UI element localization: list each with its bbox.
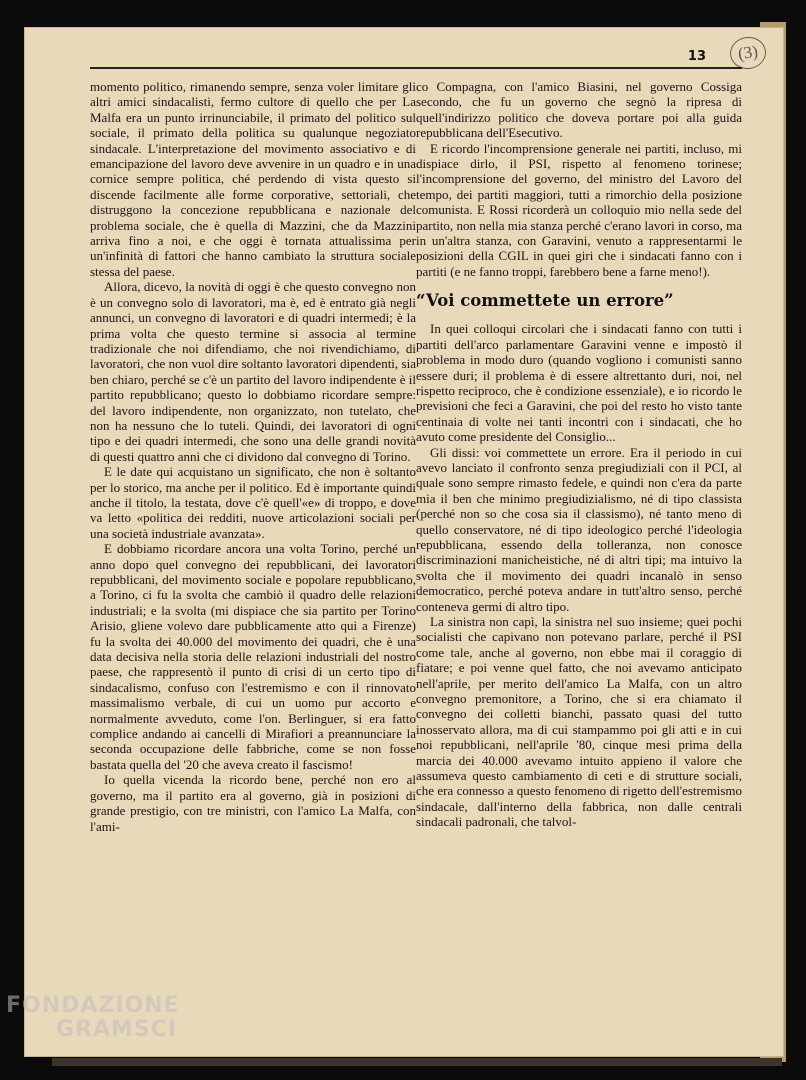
header-rule: [90, 67, 742, 69]
paragraph: momento politico, rimanendo sempre, senza voler limitare gli altri amici sindacalisti, fermo cultore di quello che per La Malfa era un punto irrinunciabile, il primato del politico sul sociale, il primato della politica su qualunque negoziato sindacale. L'interpretazione del movimento associativo e di emancipazione del lavoro deve avvenire in un quadro e in una cornice sempre politica, ché perdendo di vista questo si discende facilmente alle forme corporative, settoriali, che distruggono la concezione repubblicana e nazionale del problema sociale, che è quella di Mazzini, che da Mazzini arriva fino a noi, e che oggi è tornata attualissima per un'infinità di fattori che hanno cambiato la struttura sociale stessa del paese.: [90, 79, 416, 279]
scan-bottom-edge: [52, 1058, 782, 1066]
paragraph: La sinistra non capì, la sinistra nel suo insieme; quei pochi socialisti che capivano non potevano parlare, perché il PSI come tale, anche al governo, non ebbe mai il coraggio di fiatare; e poi venne quel fatto, che noi avevamo anticipato nell'aprile, per merito dell'amico La Malfa, con un altro convegno premonitore, a Torino, che si era chiamato il convegno dei colletti bianchi, passato quasi del tutto inosservato allora, ma di cui stampammo poi gli atti e in cui noi repubblicani, nell'aprile '80, cinque mesi prima della marcia dei 40.000 avevamo intuito appieno il valore che assumeva questo cambiamento di ceti e di strutture sociali, che era connesso a questo fenomeno di rigetto dell'estremismo sindacale, dall'interno della fabbrica, non dalle centrali sindacali padronali, che talvol-: [416, 614, 742, 830]
page-number: 13: [687, 49, 706, 64]
right-column: [416, 79, 742, 830]
document-page: [24, 27, 784, 1057]
watermark: [6, 994, 180, 1042]
paragraph: E ricordo l'incomprensione generale nei partiti, incluso, mi dispiace dirlo, il PSI, rispetto al fenomeno torinese; l'incomprensione del governo, del ministro del Lavoro del tempo, dei partiti maggiori, tutti a rimorchio della posizione comunista. E Rossi ricorderà un colloquio mio nella sede del partito, non nella mia stanza perché c'erano lavori in corso, ma in un'altra stanza, con Garavini, venuto a rappresentarmi le posizioni della CGIL in quei giri che i sindacati fanno con i partiti (e ne fanno troppi, farebbero bene a farne meno!).: [416, 140, 742, 279]
paragraph: co Compagna, con l'amico Biasini, nel governo Cossiga secondo, che fu un governo che segnò la ripresa di quell'indirizzo politico che doveva portare poi alla guida repubblicana dell'Esecutivo.: [416, 79, 742, 141]
paragraph: Allora, dicevo, la novità di oggi è che questo convegno non è un convegno solo di lavoratori, ma è, ed è entrato già negli annunci, un convegno di lavoratori e di quadri intermedi; è la prima volta che questo termine si associa al termine tradizionale che noi difendiamo, che noi rivendichiamo, di lavoratori, che non vuol dire soltanto lavoratori dipendenti, sia ben chiaro, perché se c'è un partito del lavoro indipendente è il partito repubblicano; questo lo dobbiamo ricordare sempre: del lavoro indipendente, non organizzato, non tutelato, che non ha nessuno che lo tuteli. Quindi, dei lavoratori di ogni tipo e dei quadri intermedi, che sono una delle grandi novità di questi quattro anni che ci dividono dal convegno di Torino.: [90, 279, 416, 464]
archive-stamp: (3): [728, 35, 768, 72]
paragraph: E le date qui acquistano un significato, che non è soltanto per lo storico, ma anche per il politico. Ed è importante quindi anche il titolo, la testata, dove c'è quell'«e» di troppo, e dove va letto «politica dei redditi, nuove articolazioni sociali per una società industriale avanzata».: [90, 464, 416, 541]
watermark-line: FONDAZIONE: [6, 993, 180, 1018]
paragraph: E dobbiamo ricordare ancora una volta Torino, perché un anno dopo quel convegno dei repubblicani, dei lavoratori repubblicani, del movimento sociale e popolare repubblicano, a Torino, ci fu la svolta che cambiò il quadro delle relazioni industriali; e la svolta (mi dispiace che sia partito per Torino Arisio, gliene volevo dare pubblicamente atto qui a Firenze) fu la svolta dei 40.000 del movimento dei quadri, che è una data decisiva nella storia delle relazioni industriali del nostro paese, che rappresentò il punto di crisi di un certo tipo di sindacalismo, confuso con l'estremismo e con il rinnovato massimalismo verbale, di cui un uomo pur accorto e normalmente avveduto, come l'on. Berlinguer, si era fatto complice andando ai cancelli di Mirafiori a preannunciare la seconda occupazione delle fabbriche, come se non fosse bastata quella del '20 che aveva creato il fascismo!: [90, 541, 416, 772]
paragraph: Io quella vicenda la ricordo bene, perché non ero al governo, ma il partito era al governo, già in posizioni di grande prestigio, con tre ministri, con l'amico La Malfa, con l'ami-: [90, 772, 416, 834]
watermark-line: GRAMSCI: [56, 1017, 178, 1042]
section-heading: “Voi commettete un errore”: [416, 291, 674, 311]
left-column: [90, 79, 416, 834]
paragraph: In quei colloqui circolari che i sindacati fanno con tutti i partiti dell'arco parlamentare Garavini venne e impostò il problema in modo duro (quando vogliono i comunisti sanno essere duri; il problema è di essere altrettanto duri, noi, nel rispetto reciproco, che è condizione essenziale), e io ricordo le previsioni che feci a Garavini, che poi del resto ho visto tante centinaia di volte nei tanti incontri con i sindacati, che ho avuto come presidente del Consiglio...: [416, 321, 742, 445]
paragraph: Gli dissi: voi commettete un errore. Era il periodo in cui avevo lanciato il confronto senza pregiudiziali con il PCI, al quale sono sempre rimasto fedele, e quindi non c'era da parte mia il ben che minimo pregiudizialismo, né di tipo classista (perché non so che cosa sia il classismo), né tanto meno di quello conservatore, né di tipo ideologico perché l'ideologia repubblicana, essendo della tolleranza, non conosce discriminazioni manicheistiche, né di altri tipi; ma intuivo la svolta che il movimento dei quadri incanalò in senso democratico, perché poteva andare in tutt'altro senso, perché conteneva germi di altro tipo.: [416, 444, 742, 614]
